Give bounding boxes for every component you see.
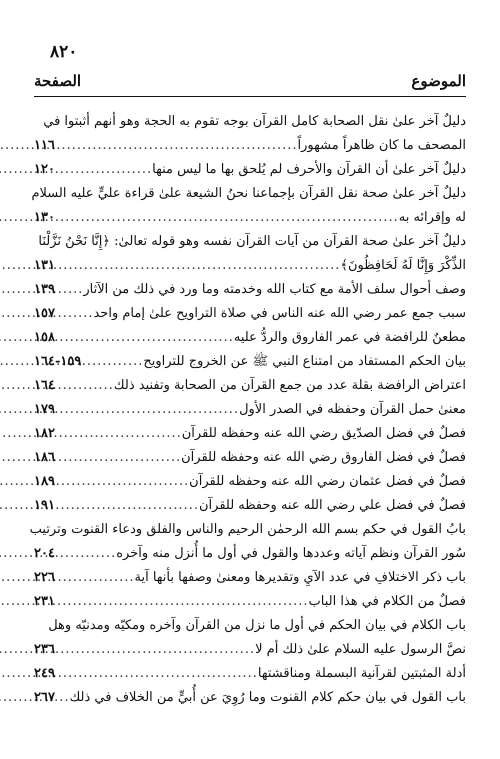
toc-entry-page: ٢٦٧	[34, 690, 55, 705]
dot-leader	[59, 446, 181, 470]
toc-entry-text: دليلٌ آخر علىٰ أن القرآن والأحرف لم يُلحق بها ما ليس منها	[152, 162, 466, 177]
dot-leader	[59, 278, 83, 302]
toc-entry-text: مطعنٌ للرافضة في عمر الفاروق والردُّ عليه	[233, 330, 466, 345]
toc-entry	[34, 494, 466, 518]
toc-entry-text: فصلٌ في فضل عثمان رضي الله عنه وحفظه للقرآن	[189, 474, 466, 489]
page-number: ٨٢٠	[50, 42, 78, 62]
dot-leader	[59, 206, 399, 230]
toc-entry-page: ٢٣١	[34, 594, 55, 609]
toc-entry-text: أدلة المثبتين لقرآنية البسملة ومناقشتها	[257, 666, 466, 681]
toc-entry-page: ١٦٤	[34, 378, 55, 393]
toc-entry-text: المصحف ما كان ظاهراً مشهوراً	[297, 138, 466, 153]
toc-entry-text: فصلٌ من الكلام في هذا الباب	[308, 594, 466, 609]
toc-entry	[34, 302, 466, 326]
toc-entry	[34, 326, 466, 350]
toc-entry-page: ١٨٩	[34, 474, 55, 489]
toc-entry	[34, 398, 466, 422]
toc-entry	[34, 350, 466, 374]
toc-entry-page: ١٥٨	[34, 330, 55, 345]
toc-entry	[31, 182, 466, 230]
dot-leader	[59, 158, 152, 182]
toc-entry-page: ١٨٦	[34, 450, 55, 465]
dot-leader	[59, 326, 234, 350]
toc-entry-text: بيان الحكم المستفاد من امتناع النبي ﷺ عن الخروج للتراويح	[143, 354, 466, 369]
toc-entry-text: باب الكلام في بيان الحكم في أول ما نزل من القرآن وآخره ومكيّه ومدنيّه وهل	[48, 618, 466, 633]
toc-entry-page: ١٥٧	[34, 306, 55, 321]
toc-entry-page: ١٩١	[34, 498, 55, 513]
toc-entry-page: ١٣٩	[34, 282, 55, 297]
toc-entry-page: ١٥٩-١٦٤	[34, 354, 82, 369]
toc-entry	[34, 446, 466, 470]
dot-leader	[59, 566, 135, 590]
toc-entry	[34, 110, 466, 158]
toc-entry	[34, 374, 466, 398]
dot-leader	[59, 494, 199, 518]
toc-entry-text: فصلٌ في فضل الصدّيق رضي الله عنه وحفظه للقرآن	[181, 426, 466, 441]
toc-entry-page: ١٣٠	[34, 210, 55, 225]
dot-leader	[59, 374, 114, 398]
toc-entry	[34, 278, 466, 302]
toc-entry	[34, 686, 466, 710]
toc-entry-page: ٢٢٦	[34, 570, 55, 585]
toc-entry	[34, 590, 466, 614]
toc-entry-text: سُور القرآن ونظم آياته وعددها والقول في أول ما أُنزل منه وآخره	[116, 546, 466, 561]
toc-entry-text: الذِّكْرَ وَإِنَّا لَهُ لَحَافِظُونَ﴾	[340, 258, 466, 273]
toc-entry-page: ٢٠٤	[34, 546, 55, 561]
toc-entry-text: فصلٌ في فضل علي رضي الله عنه وحفظه للقرآن	[198, 498, 466, 513]
toc-entry	[34, 614, 466, 662]
index-header	[34, 72, 466, 97]
toc-entry	[34, 422, 466, 446]
dot-leader	[59, 590, 309, 614]
toc-entry-text: دليلٌ آخر علىٰ صحة القرآن من آيات القرآن نفسه وهو قوله تعالىٰ: ﴿إِنَّا نَحْنُ نَزَّلْنَا	[38, 234, 466, 249]
toc-entry-text: سبب جمع عمر رضي الله عنه الناس في صلاة التراويح علىٰ إمام واحد	[93, 306, 466, 321]
dot-leader	[85, 350, 143, 374]
toc-entry-text: نصَّ الرسول عليه السلام علىٰ ذلك أم لا	[255, 642, 466, 657]
dot-leader	[59, 302, 94, 326]
toc-entry-text: باب القول في بيان حكم كلام القنوت وما رُوِيَ عن أُبيٍّ من الخلاف في ذلك	[69, 690, 466, 705]
table-of-contents	[29, 110, 466, 710]
toc-entry-page: ١٣١	[34, 258, 55, 273]
topic-column-header: الموضوع	[411, 72, 466, 90]
dot-leader	[59, 662, 258, 686]
toc-entry-text: فصلٌ في فضل الفاروق رضي الله عنه وحفظه للقرآن	[181, 450, 466, 465]
toc-entry-text: له وإقرائه به	[398, 210, 466, 225]
dot-leader	[59, 470, 189, 494]
toc-entry-text: وصف أحوال سلف الأمة مع كتاب الله وخدمته وما ورد في ذلك من الآثار	[83, 282, 466, 297]
dot-leader	[59, 638, 255, 662]
toc-entry-text: اعتراض الرافضة بقلة عدد من جمع القرآن من الصحابة وتفنيد ذلك	[113, 378, 466, 393]
page-column-header: الصفحة	[34, 72, 82, 90]
toc-entry-page: ١١٦	[34, 138, 55, 153]
dot-leader	[59, 398, 239, 422]
toc-entry-page: ٢٣٦	[34, 642, 55, 657]
toc-entry	[29, 518, 466, 566]
toc-entry	[34, 230, 466, 278]
toc-entry-page: ١٢٠	[34, 162, 55, 177]
toc-entry	[34, 470, 466, 494]
dot-leader	[59, 542, 116, 566]
toc-entry	[34, 662, 466, 686]
dot-leader	[59, 254, 340, 278]
dot-leader	[59, 686, 70, 710]
toc-entry-text: دليلٌ آخر علىٰ صحة نقل القرآن بإجماعنا نحنُ الشيعة علىٰ قراءة عليٍّ عليه السلام	[31, 186, 466, 201]
toc-entry-page: ١٧٩	[34, 402, 55, 417]
dot-leader	[59, 422, 182, 446]
toc-entry-page: ٢٤٩	[34, 666, 55, 681]
toc-entry-text: دليلٌ آخر علىٰ نقل الصحابة كامل القرآن بوجه تقوم به الحجة وهو أنهم أثبتوا في	[43, 114, 466, 129]
toc-entry-page: ١٨٢	[34, 426, 55, 441]
toc-entry-text: باب ذكر الاختلافِ في عدد الآيِ وتقديرها ومعنىٰ وصفها بأنها آية	[134, 570, 466, 585]
toc-entry	[34, 158, 466, 182]
dot-leader	[59, 134, 298, 158]
toc-entry-text: بابُ القول في حكم بسم الله الرحمٰن الرحيم والناس والفلق ودعاء القنوت وترتيب	[29, 522, 466, 537]
toc-entry-text: معنىٰ حمل القرآن وحفظه في الصدر الأول	[239, 402, 466, 417]
toc-entry	[34, 566, 466, 590]
